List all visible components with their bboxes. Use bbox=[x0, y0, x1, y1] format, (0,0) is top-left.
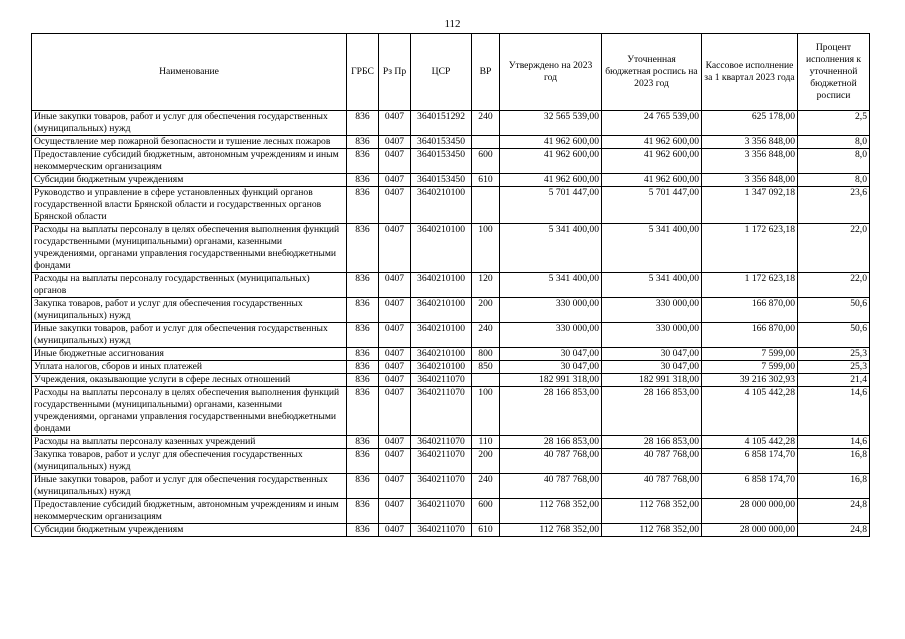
cell-approved: 28 166 853,00 bbox=[500, 387, 602, 436]
cell-grbs: 836 bbox=[347, 436, 379, 449]
cell-grbs: 836 bbox=[347, 348, 379, 361]
cell-csr: 3640211070 bbox=[411, 499, 472, 524]
cell-csr: 3640151292 bbox=[411, 111, 472, 136]
cell-vr: 240 bbox=[472, 111, 500, 136]
cell-approved: 330 000,00 bbox=[500, 323, 602, 348]
cell-refined: 41 962 600,00 bbox=[602, 149, 702, 174]
cell-cash: 3 356 848,00 bbox=[702, 149, 798, 174]
cell-refined: 30 047,00 bbox=[602, 348, 702, 361]
cell-name: Иные закупки товаров, работ и услуг для обеспечения государственных (муниципальных) нужд bbox=[32, 474, 347, 499]
cell-refined: 41 962 600,00 bbox=[602, 174, 702, 187]
cell-rzpr: 0407 bbox=[379, 149, 411, 174]
cell-rzpr: 0407 bbox=[379, 136, 411, 149]
cell-cash: 166 870,00 bbox=[702, 298, 798, 323]
cell-name: Иные закупки товаров, работ и услуг для обеспечения государственных (муниципальных) нужд bbox=[32, 111, 347, 136]
cell-vr: 200 bbox=[472, 298, 500, 323]
cell-grbs: 836 bbox=[347, 187, 379, 224]
cell-vr: 610 bbox=[472, 524, 500, 537]
table-row bbox=[32, 361, 870, 374]
cell-name: Расходы на выплаты персоналу государственных (муниципальных) органов bbox=[32, 273, 347, 298]
cell-csr: 3640211070 bbox=[411, 449, 472, 474]
cell-percent: 16,8 bbox=[798, 449, 870, 474]
cell-csr: 3640211070 bbox=[411, 374, 472, 387]
cell-rzpr: 0407 bbox=[379, 474, 411, 499]
cell-grbs: 836 bbox=[347, 224, 379, 273]
cell-refined: 5 341 400,00 bbox=[602, 224, 702, 273]
cell-percent: 22,0 bbox=[798, 273, 870, 298]
cell-name: Расходы на выплаты персоналу в целях обеспечения выполнения функций государственными (муниципальными) органами, казенными учреждениями, органами управления государственными внебюджетными фондами bbox=[32, 224, 347, 273]
cell-rzpr: 0407 bbox=[379, 298, 411, 323]
cell-grbs: 836 bbox=[347, 374, 379, 387]
cell-cash: 6 858 174,70 bbox=[702, 474, 798, 499]
cell-percent: 25,3 bbox=[798, 361, 870, 374]
header-refined: Уточненная бюджетная роспись на 2023 год bbox=[602, 34, 702, 111]
cell-vr bbox=[472, 374, 500, 387]
cell-rzpr: 0407 bbox=[379, 187, 411, 224]
cell-refined: 28 166 853,00 bbox=[602, 387, 702, 436]
cell-percent: 14,6 bbox=[798, 387, 870, 436]
cell-name: Уплата налогов, сборов и иных платежей bbox=[32, 361, 347, 374]
cell-cash: 166 870,00 bbox=[702, 323, 798, 348]
table-row bbox=[32, 136, 870, 149]
cell-cash: 4 105 442,28 bbox=[702, 436, 798, 449]
cell-rzpr: 0407 bbox=[379, 273, 411, 298]
cell-refined: 182 991 318,00 bbox=[602, 374, 702, 387]
cell-name: Осуществление мер пожарной безопасности и тушение лесных пожаров bbox=[32, 136, 347, 149]
cell-csr: 3640210100 bbox=[411, 298, 472, 323]
cell-csr: 3640211070 bbox=[411, 436, 472, 449]
cell-refined: 24 765 539,00 bbox=[602, 111, 702, 136]
cell-approved: 30 047,00 bbox=[500, 361, 602, 374]
table-row bbox=[32, 374, 870, 387]
cell-approved: 5 341 400,00 bbox=[500, 224, 602, 273]
cell-grbs: 836 bbox=[347, 474, 379, 499]
cell-percent: 24,8 bbox=[798, 499, 870, 524]
cell-percent: 24,8 bbox=[798, 524, 870, 537]
cell-approved: 5 701 447,00 bbox=[500, 187, 602, 224]
cell-csr: 3640153450 bbox=[411, 136, 472, 149]
table-row bbox=[32, 436, 870, 449]
cell-name: Расходы на выплаты персоналу в целях обеспечения выполнения функций государственными (муниципальными) органами, казенными учреждениями, органами управления государственными внебюджетными фондами bbox=[32, 387, 347, 436]
table-row bbox=[32, 348, 870, 361]
cell-approved: 28 166 853,00 bbox=[500, 436, 602, 449]
cell-approved: 41 962 600,00 bbox=[500, 149, 602, 174]
cell-vr: 240 bbox=[472, 323, 500, 348]
cell-name: Руководство и управление в сфере установленных функций органов государственной власти Брянской области и государственных органов Брянской области bbox=[32, 187, 347, 224]
cell-approved: 330 000,00 bbox=[500, 298, 602, 323]
page-number: 112 bbox=[444, 18, 461, 30]
cell-vr: 120 bbox=[472, 273, 500, 298]
cell-vr: 600 bbox=[472, 499, 500, 524]
cell-rzpr: 0407 bbox=[379, 224, 411, 273]
cell-cash: 7 599,00 bbox=[702, 361, 798, 374]
cell-cash: 39 216 302,93 bbox=[702, 374, 798, 387]
cell-percent: 8,0 bbox=[798, 149, 870, 174]
cell-rzpr: 0407 bbox=[379, 374, 411, 387]
cell-rzpr: 0407 bbox=[379, 499, 411, 524]
cell-percent: 14,6 bbox=[798, 436, 870, 449]
cell-refined: 40 787 768,00 bbox=[602, 474, 702, 499]
cell-rzpr: 0407 bbox=[379, 348, 411, 361]
cell-cash: 7 599,00 bbox=[702, 348, 798, 361]
cell-approved: 40 787 768,00 bbox=[500, 474, 602, 499]
table-row bbox=[32, 323, 870, 348]
cell-refined: 30 047,00 bbox=[602, 361, 702, 374]
cell-percent: 16,8 bbox=[798, 474, 870, 499]
header-name: Наименование bbox=[32, 34, 347, 111]
cell-approved: 112 768 352,00 bbox=[500, 499, 602, 524]
cell-cash: 3 356 848,00 bbox=[702, 174, 798, 187]
header-percent: Процент исполнения к уточненной бюджетной росписи bbox=[798, 34, 870, 111]
cell-cash: 1 172 623,18 bbox=[702, 224, 798, 273]
cell-approved: 41 962 600,00 bbox=[500, 136, 602, 149]
cell-cash: 1 172 623,18 bbox=[702, 273, 798, 298]
table-row bbox=[32, 449, 870, 474]
cell-vr: 240 bbox=[472, 474, 500, 499]
table-row bbox=[32, 474, 870, 499]
cell-refined: 28 166 853,00 bbox=[602, 436, 702, 449]
cell-csr: 3640210100 bbox=[411, 323, 472, 348]
header-approved: Утверждено на 2023 год bbox=[500, 34, 602, 111]
cell-grbs: 836 bbox=[347, 387, 379, 436]
cell-name: Субсидии бюджетным учреждениям bbox=[32, 174, 347, 187]
cell-vr: 100 bbox=[472, 387, 500, 436]
cell-grbs: 836 bbox=[347, 499, 379, 524]
cell-vr bbox=[472, 136, 500, 149]
cell-vr: 110 bbox=[472, 436, 500, 449]
cell-cash: 28 000 000,00 bbox=[702, 499, 798, 524]
cell-rzpr: 0407 bbox=[379, 323, 411, 348]
cell-rzpr: 0407 bbox=[379, 111, 411, 136]
cell-name: Субсидии бюджетным учреждениям bbox=[32, 524, 347, 537]
cell-refined: 330 000,00 bbox=[602, 298, 702, 323]
cell-csr: 3640210100 bbox=[411, 348, 472, 361]
cell-approved: 30 047,00 bbox=[500, 348, 602, 361]
header-rzpr: Рз Пр bbox=[379, 34, 411, 111]
cell-cash: 1 347 092,18 bbox=[702, 187, 798, 224]
table-row bbox=[32, 111, 870, 136]
budget-table bbox=[31, 33, 870, 537]
cell-cash: 4 105 442,28 bbox=[702, 387, 798, 436]
table-row bbox=[32, 499, 870, 524]
header-vr: ВР bbox=[472, 34, 500, 111]
cell-rzpr: 0407 bbox=[379, 436, 411, 449]
cell-csr: 3640211070 bbox=[411, 524, 472, 537]
cell-percent: 2,5 bbox=[798, 111, 870, 136]
cell-rzpr: 0407 bbox=[379, 387, 411, 436]
cell-refined: 112 768 352,00 bbox=[602, 524, 702, 537]
cell-percent: 21,4 bbox=[798, 374, 870, 387]
table-body bbox=[32, 111, 870, 537]
cell-name: Предоставление субсидий бюджетным, автономным учреждениям и иным некоммерческим организациям bbox=[32, 499, 347, 524]
cell-refined: 5 341 400,00 bbox=[602, 273, 702, 298]
cell-name: Иные бюджетные ассигнования bbox=[32, 348, 347, 361]
cell-refined: 112 768 352,00 bbox=[602, 499, 702, 524]
cell-vr: 800 bbox=[472, 348, 500, 361]
cell-grbs: 836 bbox=[347, 136, 379, 149]
cell-cash: 28 000 000,00 bbox=[702, 524, 798, 537]
cell-approved: 5 341 400,00 bbox=[500, 273, 602, 298]
cell-cash: 3 356 848,00 bbox=[702, 136, 798, 149]
cell-rzpr: 0407 bbox=[379, 524, 411, 537]
cell-csr: 3640211070 bbox=[411, 387, 472, 436]
cell-approved: 182 991 318,00 bbox=[500, 374, 602, 387]
table-header-row bbox=[32, 34, 870, 111]
cell-csr: 3640153450 bbox=[411, 149, 472, 174]
cell-cash: 625 178,00 bbox=[702, 111, 798, 136]
table-row bbox=[32, 149, 870, 174]
cell-csr: 3640210100 bbox=[411, 187, 472, 224]
cell-csr: 3640153450 bbox=[411, 174, 472, 187]
cell-approved: 112 768 352,00 bbox=[500, 524, 602, 537]
table-row bbox=[32, 174, 870, 187]
cell-rzpr: 0407 bbox=[379, 361, 411, 374]
cell-cash: 6 858 174,70 bbox=[702, 449, 798, 474]
cell-vr: 600 bbox=[472, 149, 500, 174]
cell-grbs: 836 bbox=[347, 111, 379, 136]
cell-approved: 41 962 600,00 bbox=[500, 174, 602, 187]
cell-grbs: 836 bbox=[347, 273, 379, 298]
cell-refined: 330 000,00 bbox=[602, 323, 702, 348]
table-row bbox=[32, 187, 870, 224]
table-row bbox=[32, 524, 870, 537]
cell-grbs: 836 bbox=[347, 361, 379, 374]
cell-vr: 850 bbox=[472, 361, 500, 374]
cell-csr: 3640210100 bbox=[411, 224, 472, 273]
cell-percent: 50,6 bbox=[798, 298, 870, 323]
cell-grbs: 836 bbox=[347, 298, 379, 323]
cell-percent: 8,0 bbox=[798, 174, 870, 187]
cell-vr: 100 bbox=[472, 224, 500, 273]
header-grbs: ГРБС bbox=[347, 34, 379, 111]
cell-vr: 200 bbox=[472, 449, 500, 474]
cell-refined: 41 962 600,00 bbox=[602, 136, 702, 149]
cell-refined: 5 701 447,00 bbox=[602, 187, 702, 224]
cell-name: Расходы на выплаты персоналу казенных учреждений bbox=[32, 436, 347, 449]
cell-grbs: 836 bbox=[347, 149, 379, 174]
table-row bbox=[32, 273, 870, 298]
cell-name: Учреждения, оказывающие услуги в сфере лесных отношений bbox=[32, 374, 347, 387]
cell-refined: 40 787 768,00 bbox=[602, 449, 702, 474]
cell-percent: 25,3 bbox=[798, 348, 870, 361]
cell-percent: 50,6 bbox=[798, 323, 870, 348]
cell-percent: 22,0 bbox=[798, 224, 870, 273]
table-row bbox=[32, 224, 870, 273]
cell-rzpr: 0407 bbox=[379, 449, 411, 474]
cell-grbs: 836 bbox=[347, 174, 379, 187]
cell-grbs: 836 bbox=[347, 449, 379, 474]
cell-approved: 32 565 539,00 bbox=[500, 111, 602, 136]
table-row bbox=[32, 387, 870, 436]
cell-rzpr: 0407 bbox=[379, 174, 411, 187]
header-cash: Кассовое исполнение за 1 квартал 2023 года bbox=[702, 34, 798, 111]
cell-vr: 610 bbox=[472, 174, 500, 187]
header-csr: ЦСР bbox=[411, 34, 472, 111]
cell-name: Предоставление субсидий бюджетным, автономным учреждениям и иным некоммерческим организациям bbox=[32, 149, 347, 174]
cell-name: Закупка товаров, работ и услуг для обеспечения государственных (муниципальных) нужд bbox=[32, 298, 347, 323]
cell-csr: 3640210100 bbox=[411, 361, 472, 374]
cell-csr: 3640211070 bbox=[411, 474, 472, 499]
cell-vr bbox=[472, 187, 500, 224]
cell-name: Закупка товаров, работ и услуг для обеспечения государственных (муниципальных) нужд bbox=[32, 449, 347, 474]
cell-percent: 23,6 bbox=[798, 187, 870, 224]
cell-grbs: 836 bbox=[347, 524, 379, 537]
cell-grbs: 836 bbox=[347, 323, 379, 348]
table-row bbox=[32, 298, 870, 323]
cell-csr: 3640210100 bbox=[411, 273, 472, 298]
cell-name: Иные закупки товаров, работ и услуг для обеспечения государственных (муниципальных) нужд bbox=[32, 323, 347, 348]
cell-percent: 8,0 bbox=[798, 136, 870, 149]
cell-approved: 40 787 768,00 bbox=[500, 449, 602, 474]
